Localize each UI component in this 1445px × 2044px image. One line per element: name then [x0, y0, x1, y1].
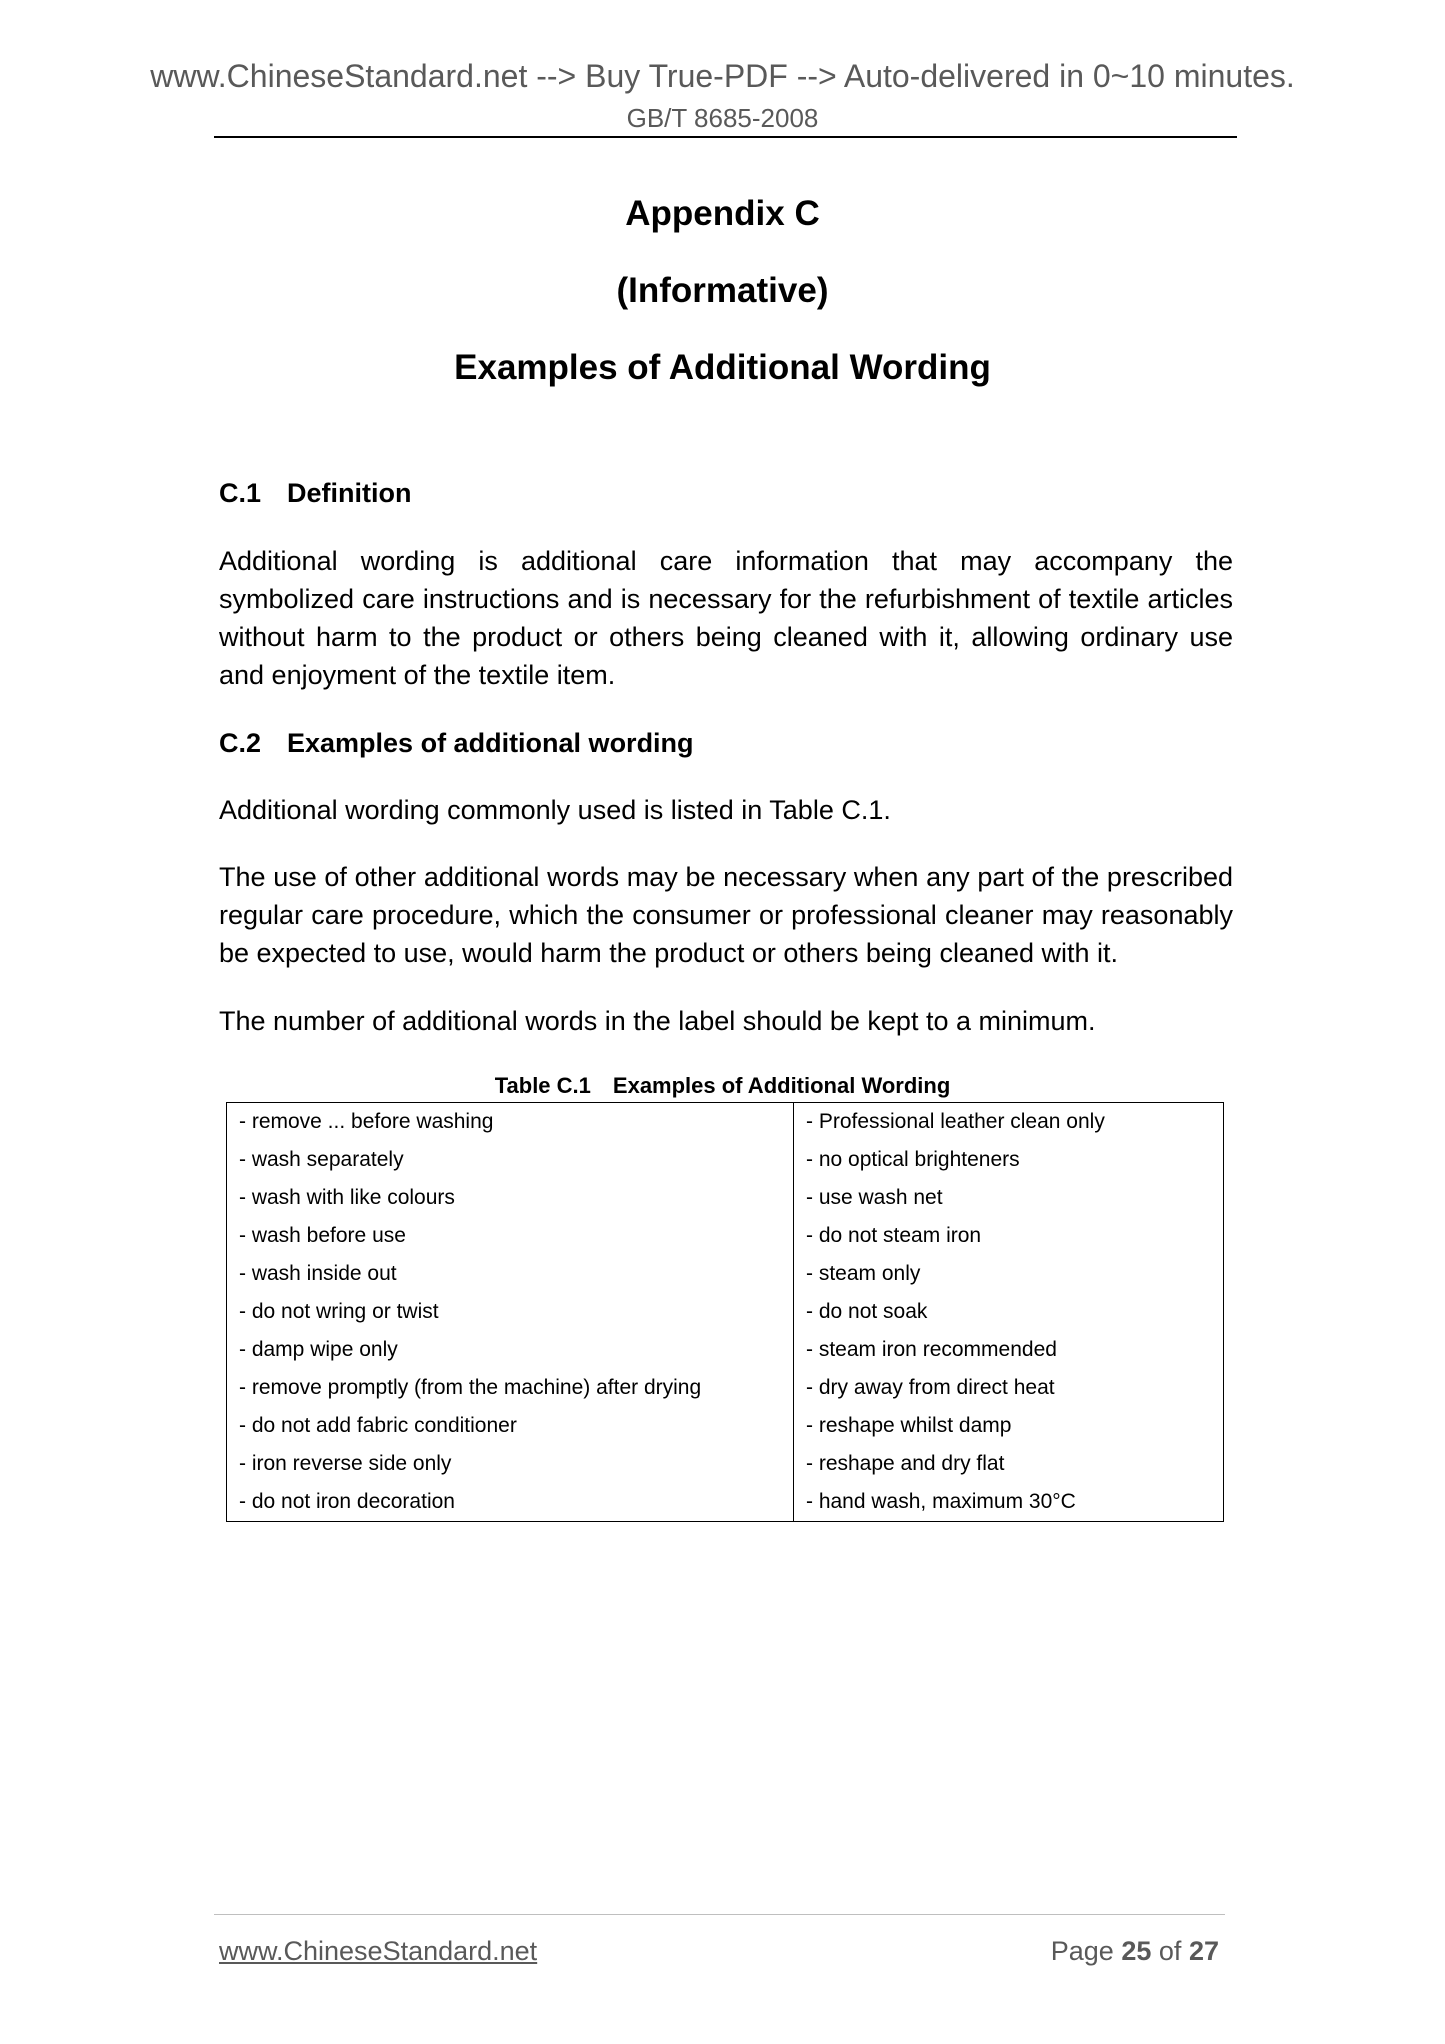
- additional-wording-table: [226, 1102, 1224, 1522]
- section-number: C.2: [219, 728, 262, 758]
- table-cell: - steam only: [806, 1262, 921, 1285]
- page-total: 27: [1188, 1936, 1219, 1966]
- table-row: [227, 1255, 1224, 1293]
- table-cell: - reshape and dry flat: [806, 1452, 1005, 1475]
- paragraph: Additional wording is additional care information that may accompany the symbolized care instructions and is necessary for the refurbishment of textile articles without harm to the product or others being cleaned with it, allowing ordinary use and enjoyment of the textile item.: [219, 546, 1233, 690]
- paragraph: The number of additional words in the label should be kept to a minimum.: [219, 1006, 1096, 1036]
- section-heading-c2: [219, 726, 694, 760]
- page-of: of: [1158, 1936, 1182, 1966]
- table-cell: - reshape whilst damp: [806, 1414, 1012, 1437]
- table-row: [227, 1483, 1224, 1522]
- table-caption: [0, 1072, 1445, 1100]
- table-cell: - do not add fabric conditioner: [227, 1407, 794, 1445]
- table-number: Table C.1: [494, 1073, 591, 1098]
- footer-divider: [214, 1914, 1225, 1915]
- table-cell: - wash separately: [227, 1141, 794, 1179]
- table-cell: - use wash net: [806, 1186, 943, 1209]
- footer-website-link[interactable]: www.ChineseStandard.net: [219, 1936, 538, 1966]
- appendix-type: (Informative): [616, 271, 829, 310]
- header-standard-number: GB/T 8685-2008: [626, 103, 819, 133]
- header-divider: [214, 136, 1237, 138]
- table-cell: - damp wipe only: [227, 1331, 794, 1369]
- section-number: C.1: [219, 478, 262, 508]
- table-cell: - iron reverse side only: [227, 1445, 794, 1483]
- table-cell: - dry away from direct heat: [806, 1376, 1055, 1399]
- section-heading-c1: [219, 476, 411, 510]
- table-cell: - wash with like colours: [227, 1179, 794, 1217]
- table-row: [227, 1445, 1224, 1483]
- table-row: [227, 1217, 1224, 1255]
- appendix-title: Appendix C: [625, 194, 820, 233]
- table-cell: - Professional leather clean only: [806, 1110, 1105, 1133]
- table-cell: - remove promptly (from the machine) after drying: [227, 1369, 794, 1407]
- appendix-subtitle: Examples of Additional Wording: [454, 348, 991, 387]
- section-title: Examples of additional wording: [287, 728, 694, 758]
- table-cell: - wash before use: [227, 1217, 794, 1255]
- table-cell: - remove ... before washing: [227, 1103, 794, 1142]
- table-row: [227, 1407, 1224, 1445]
- table-row: [227, 1141, 1224, 1179]
- table-row: [227, 1103, 1224, 1142]
- table-cell: - do not steam iron: [806, 1224, 982, 1247]
- table-row: [227, 1369, 1224, 1407]
- table-cell: - steam iron recommended: [806, 1338, 1057, 1361]
- table-cell: - no optical brighteners: [806, 1148, 1020, 1171]
- table-cell: - do not wring or twist: [227, 1293, 794, 1331]
- page-indicator: [1051, 1934, 1219, 1968]
- page-current: 25: [1121, 1936, 1152, 1966]
- header-banner: www.ChineseStandard.net --> Buy True-PDF --> Auto-delivered in 0~10 minutes.: [150, 58, 1295, 94]
- table-cell: - hand wash, maximum 30°C: [806, 1490, 1076, 1513]
- paragraph: Additional wording commonly used is listed in Table C.1.: [219, 795, 891, 825]
- table-caption-text: Examples of Additional Wording: [612, 1073, 951, 1098]
- page-label: Page: [1050, 1936, 1114, 1966]
- table-cell: - do not soak: [806, 1300, 928, 1323]
- table-row: [227, 1179, 1224, 1217]
- table-cell: - wash inside out: [227, 1255, 794, 1293]
- paragraph: The use of other additional words may be necessary when any part of the prescribed regular care procedure, which the consumer or professional cleaner may reasonably be expected to use, would harm the product or others being cleaned with it.: [219, 862, 1233, 968]
- section-title: Definition: [287, 478, 412, 508]
- table-row: [227, 1331, 1224, 1369]
- table-row: [227, 1293, 1224, 1331]
- table-cell: - do not iron decoration: [227, 1483, 794, 1522]
